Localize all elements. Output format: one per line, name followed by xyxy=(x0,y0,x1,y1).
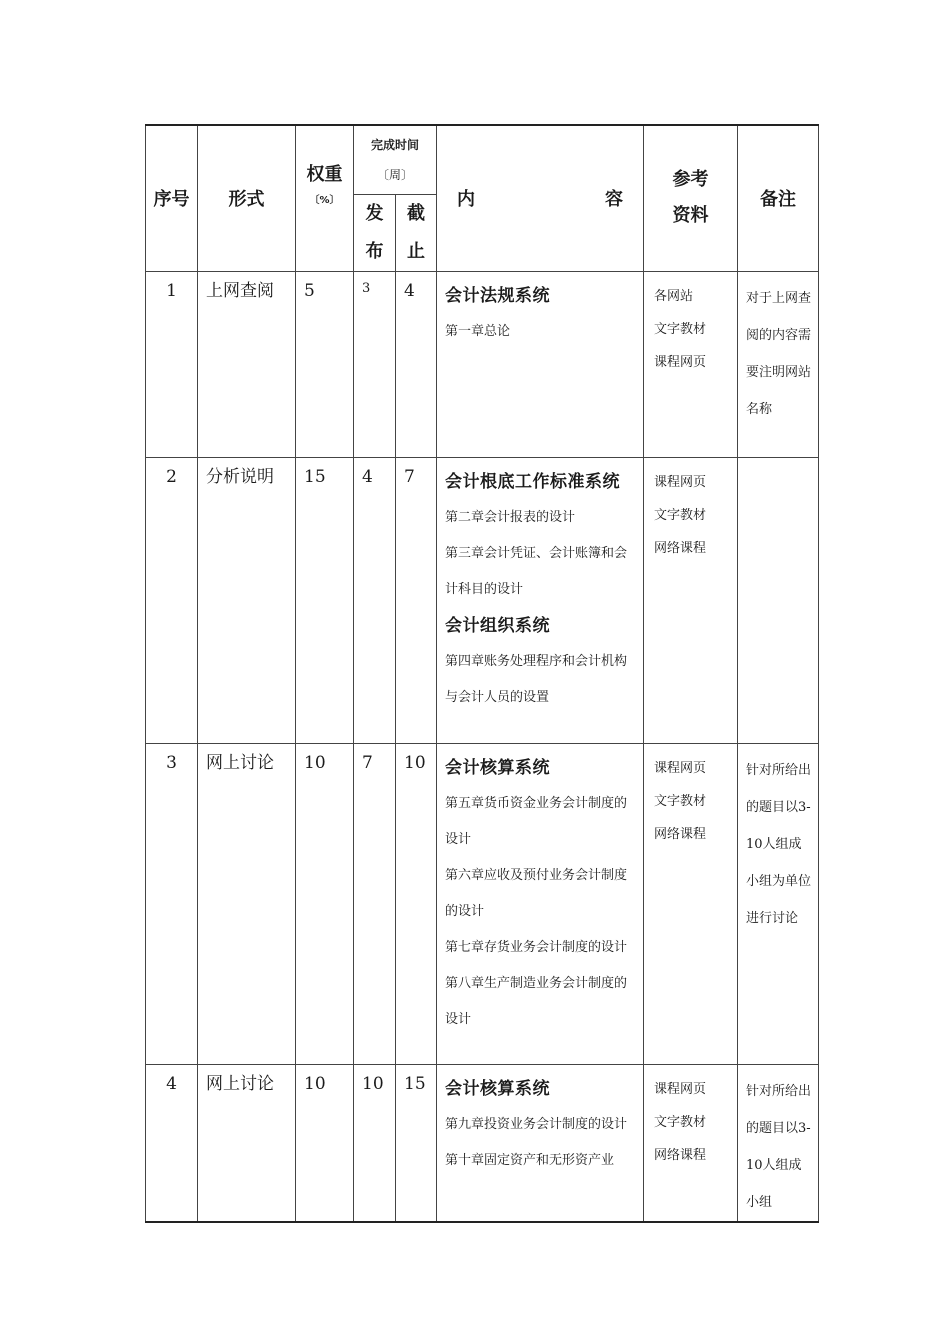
ref-item: 课程网页 xyxy=(654,1081,707,1097)
header-note: 备注 xyxy=(738,125,819,271)
header-publish-2: 布 xyxy=(365,240,384,262)
ref-item: 文字教材 xyxy=(654,507,707,523)
row-refs xyxy=(644,743,738,1064)
header-weight-unit: 〔%〕 xyxy=(309,195,340,206)
row-note: 针对所给出的题目以3-10人组成小组为单位进行讨论 xyxy=(738,743,819,1064)
header-deadline xyxy=(396,194,437,271)
row-publish: 4 xyxy=(354,457,396,743)
row-deadline: 15 xyxy=(396,1064,437,1222)
row-weight: 5 xyxy=(296,271,354,457)
content-chapter-line: 第九章投资业务会计制度的设计 xyxy=(445,1116,628,1132)
row-form: 网上讨论 xyxy=(198,1064,296,1222)
content-section-title: 会计法规系统 xyxy=(445,285,551,306)
header-deadline-2: 止 xyxy=(407,240,425,262)
content-section-title: 会计核算系统 xyxy=(445,757,551,778)
content-chapter-line: 第七章存货业务会计制度的设计 xyxy=(445,939,628,955)
header-content-right: 容 xyxy=(605,189,624,211)
ref-item: 课程网页 xyxy=(654,760,707,776)
content-chapter-line: 第二章会计报表的设计 xyxy=(445,509,576,525)
row-publish: 10 xyxy=(354,1064,396,1222)
header-publish-1: 发 xyxy=(365,202,384,224)
row-weight: 10 xyxy=(296,1064,354,1222)
row-content xyxy=(437,743,644,1064)
row-refs xyxy=(644,271,738,457)
content-chapter-line: 第八章生产制造业务会计制度的设计 xyxy=(445,975,628,1027)
table-row xyxy=(146,1064,819,1222)
header-deadline-1: 截 xyxy=(407,202,425,224)
row-content xyxy=(437,271,644,457)
content-chapter-line: 第四章账务处理程序和会计机构与会计人员的设置 xyxy=(445,653,628,705)
header-weight xyxy=(296,125,354,271)
row-note xyxy=(738,457,819,743)
header-publish xyxy=(354,194,396,271)
ref-item: 文字教材 xyxy=(654,793,707,809)
header-refs-line-1: 参考 xyxy=(672,169,709,191)
row-content xyxy=(437,1064,644,1222)
header-seq: 序号 xyxy=(146,125,198,271)
row-weight: 10 xyxy=(296,743,354,1064)
content-section-title: 会计核算系统 xyxy=(445,1078,551,1099)
row-seq: 4 xyxy=(146,1064,198,1222)
row-publish: 3 xyxy=(354,271,396,457)
row-deadline: 10 xyxy=(396,743,437,1064)
content-chapter-line: 第六章应收及预付业务会计制度的设计 xyxy=(445,867,628,919)
table-row xyxy=(146,457,819,743)
row-seq: 2 xyxy=(146,457,198,743)
ref-item: 文字教材 xyxy=(654,321,707,337)
row-form: 网上讨论 xyxy=(198,743,296,1064)
ref-item: 网络课程 xyxy=(654,540,707,556)
content-chapter-line: 第一章总论 xyxy=(445,323,511,339)
ref-item: 网络课程 xyxy=(654,1147,707,1163)
table-row xyxy=(146,743,819,1064)
ref-item: 课程网页 xyxy=(654,474,707,490)
row-note: 对于上网查阅的内容需要注明网站名称 xyxy=(738,271,819,457)
assignment-schedule-table xyxy=(145,124,819,1223)
table-body xyxy=(146,271,819,1222)
header-content-left: 内 xyxy=(457,189,476,211)
content-chapter-line: 第五章货币资金业务会计制度的设计 xyxy=(445,795,628,847)
header-weight-label: 权重 xyxy=(306,164,343,185)
row-content xyxy=(437,457,644,743)
content-section-title: 会计根底工作标准系统 xyxy=(445,471,621,492)
row-seq: 3 xyxy=(146,743,198,1064)
row-refs xyxy=(644,457,738,743)
header-content xyxy=(437,125,644,271)
header-refs-line-2: 资料 xyxy=(672,205,709,227)
header-form: 形式 xyxy=(198,125,296,271)
table-row xyxy=(146,271,819,457)
row-deadline: 7 xyxy=(396,457,437,743)
row-weight: 15 xyxy=(296,457,354,743)
row-form: 分析说明 xyxy=(198,457,296,743)
header-time-label: 完成时间 xyxy=(371,137,420,152)
row-form: 上网查阅 xyxy=(198,271,296,457)
ref-item: 网络课程 xyxy=(654,826,707,842)
header-time-unit: 〔周〕 xyxy=(377,167,414,182)
row-seq: 1 xyxy=(146,271,198,457)
ref-item: 各网站 xyxy=(654,288,694,304)
header-time xyxy=(354,125,437,194)
header-refs xyxy=(644,125,738,271)
row-refs xyxy=(644,1064,738,1222)
content-section-title: 会计组织系统 xyxy=(445,615,551,636)
row-deadline: 4 xyxy=(396,271,437,457)
header-row-1 xyxy=(146,125,819,194)
row-publish: 7 xyxy=(354,743,396,1064)
content-chapter-line: 第三章会计凭证、会计账簿和会计科目的设计 xyxy=(445,545,628,597)
ref-item: 课程网页 xyxy=(654,354,707,370)
row-note: 针对所给出的题目以3-10人组成小组 xyxy=(738,1064,819,1222)
content-chapter-line: 第十章固定资产和无形资产业 xyxy=(445,1152,615,1168)
ref-item: 文字教材 xyxy=(654,1114,707,1130)
